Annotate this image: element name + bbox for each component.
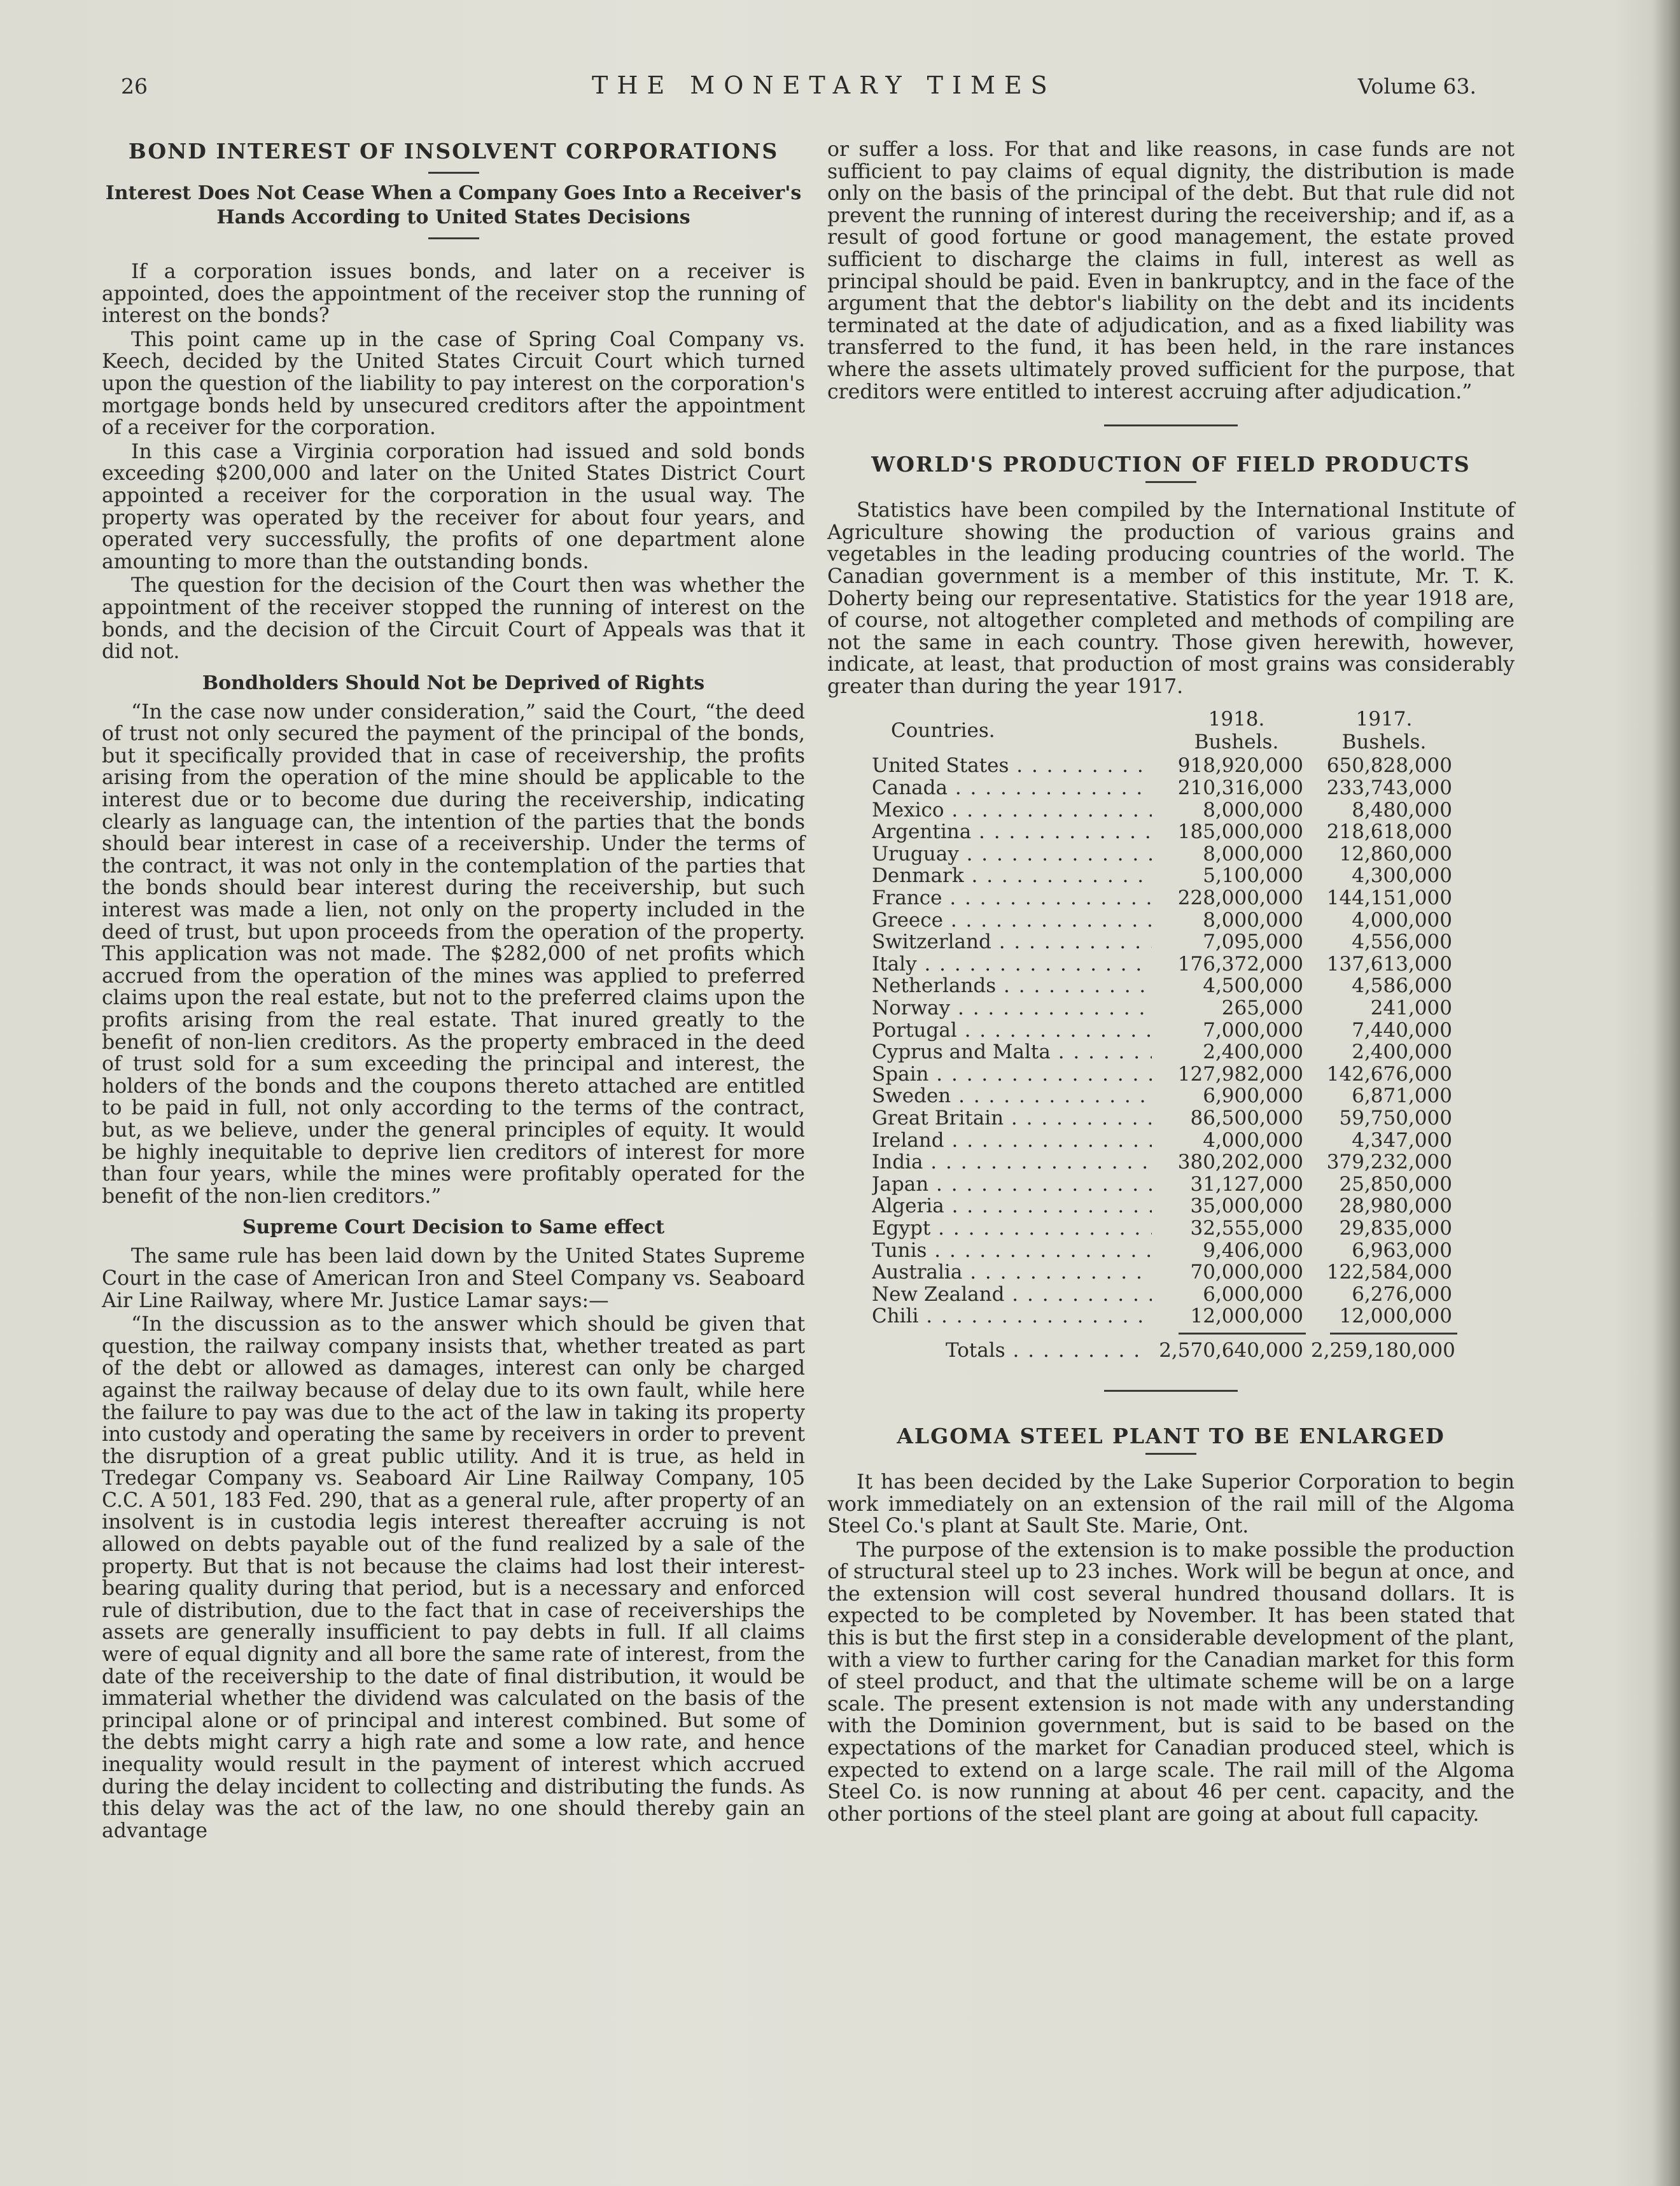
paragraph: This point came up in the case of Spring Coal Company vs. Keech, decided by the United States Circuit Court which turned upon the question of the liability to pay interest on the corporation's mortgage bonds held by unsecured creditors after the appointment of a receiver for the corporation. [102, 328, 805, 440]
running-header [121, 69, 1476, 107]
cell-1918: 86,500,000 [1190, 1106, 1303, 1130]
cell-country: Cyprus and Malta . . . [872, 1041, 1152, 1063]
table-row [827, 755, 1515, 777]
table-row [827, 799, 1515, 822]
divider [1104, 1390, 1238, 1392]
page-number: 26 [121, 74, 148, 99]
paragraph: The same rule has been laid down by the United States Supreme Court in the case of American Iron and Steel Company vs. Seaboard Air Line Railway, where Mr. Justice Lamar says:— [102, 1245, 805, 1312]
cell-1917: 4,300,000 [1352, 864, 1452, 888]
table-row [827, 1130, 1515, 1152]
cell-country: India . . . [872, 1151, 1152, 1174]
totals-label: Totals . . . [946, 1336, 1149, 1364]
publication-title: THE MONETARY TIMES [592, 71, 1056, 99]
cell-1918: 8,000,000 [1203, 842, 1303, 865]
cell-1917: 28,980,000 [1339, 1195, 1452, 1218]
cell-country: United States . . . [872, 755, 1152, 777]
cell-1918: 2,570,640,000 [1159, 1338, 1303, 1362]
cell-1917: 142,676,000 [1326, 1062, 1452, 1086]
cell-1917: 2,400,000 [1352, 1040, 1452, 1064]
paragraph: “In the discussion as to the answer which should be given that question, the railway company insists that, whether treated as part of the debt or allowed as damages, interest can only be charged against the railway because of delay due to its own fault, while here the failure to pay was due to the act of the law in taking its property into custody and operating the same by receivers in order to prevent the disruption of a great public utility. And it is true, as held in Tredegar Company vs. Seaboard Air Line Railway Company, 105 C.C. A 501, 183 Fed. 290, that as a general rule, after property of an insolvent is in custodia legis interest thereafter accruing is not allowed on debts payable out of the fund realized by a sale of the property. But that is not because the claims had lost their interest-bearing quality during that period, but is a necessary and enforced rule of distribution, due to the fact that in case of receiverships the assets are generally insufficient to pay debts in full. If all claims were of equal dignity and all bore the same rate of interest, from the date of the receivership to the date of final distribution, it would be immaterial whether the dividend was calculated on the basis of the principal alone or of principal and interest combined. But some of the debts might carry a high rate and some a low rate, and hence inequality would result in the payment of interest which accrued during the delay incident to collecting and distributing the funds. As this delay was the act of the law, no one should thereby gain an advantage [102, 1313, 805, 1842]
cell-1917: 25,850,000 [1339, 1172, 1452, 1196]
cell-1918: 6,000,000 [1203, 1282, 1303, 1306]
cell-1917: 218,618,000 [1326, 820, 1452, 844]
table-row [827, 1284, 1515, 1306]
cell-1917: 12,000,000 [1339, 1305, 1452, 1328]
table-header [827, 706, 1515, 755]
cell-1918: 6,900,000 [1203, 1084, 1303, 1108]
table-row [827, 931, 1515, 953]
cell-country: Norway . . . [872, 997, 1152, 1019]
table-body [827, 755, 1515, 1327]
table-row-totals [827, 1336, 1515, 1364]
column-header-1918 [1182, 708, 1291, 753]
cell-country: France . . . [872, 887, 1152, 909]
paragraph: In this case a Virginia corporation had issued and sold bonds exceeding $200,000 and later on the United States District Court appointed a receiver for the corporation in the usual way. The property was operated by the receiver for about four years, and operated very successfully, the profits of one department alone amounting to more than the outstanding bonds. [102, 440, 805, 573]
paragraph: If a corporation issues bonds, and later on a receiver is appointed, does the appointment of the receiver stop the running of interest on the bonds? [102, 260, 805, 328]
cell-1917: 122,584,000 [1326, 1261, 1452, 1284]
cell-country: Japan . . . [872, 1174, 1152, 1196]
table-row [827, 1174, 1515, 1196]
table-total-rules [827, 1328, 1515, 1336]
table-row [827, 821, 1515, 843]
cell-1917: 2,259,180,000 [1311, 1338, 1455, 1362]
paragraph: “In the case now under consideration,” said the Court, “the deed of trust not only secured the payment of the principal of the bonds, but it specifically provided that in case of receivership, the profits arising from the operation of the mine should be applicable to the interest due or to become due during the receivership, indicating clearly as language can, the intention of the parties that the bonds should bear interest in case of a receivership. Under the terms of the contract, it was not only in the contemplation of the parties that the bonds should bear interest during the receivership, but such interest was made a lien, not only on the property included in the deed of trust, but upon proceeds from the operation of the property. This application was not made. The $282,000 of net profits which accrued from the operation of the mines was applied to preferred claims upon the real estate, but not to the preferred claims upon the profits arising from the real estate. That inured greatly to the benefit of non-lien creditors. As the property embraced in the deed of trust sold for a sum exceeding the principal and interest, the holders of the bonds and the coupons thereto attached are entitled to be paid in full, not only according to the terms of the contract, but, as we believe, under the general principles of equity. It would be highly inequitable to deprive lien creditors of interest for more than four years, while the mines were profitably operated for the benefit of the non-lien creditors.” [102, 700, 805, 1208]
table-row [827, 1085, 1515, 1107]
table-row [827, 953, 1515, 976]
divider [1145, 1453, 1196, 1455]
cell-country: Spain . . . [872, 1063, 1152, 1086]
right-column [827, 139, 1515, 1827]
cell-country: Italy . . . [872, 953, 1152, 976]
cell-1918: 127,982,000 [1177, 1062, 1303, 1086]
cell-country: Algeria . . . [872, 1195, 1152, 1217]
column-unit: Bushels. [1194, 731, 1279, 754]
cell-1918: 12,000,000 [1190, 1305, 1303, 1328]
cell-country: Australia . . . [872, 1261, 1152, 1284]
cell-country: Tunis . . . [872, 1240, 1152, 1262]
cell-1917: 59,750,000 [1339, 1106, 1452, 1130]
cell-1918: 8,000,000 [1203, 798, 1303, 822]
table-row [827, 887, 1515, 909]
table-row [827, 1195, 1515, 1217]
cell-1918: 7,095,000 [1203, 930, 1303, 954]
cell-1917: 4,347,000 [1352, 1128, 1452, 1152]
divider [1330, 1333, 1457, 1335]
paragraph-continuation: or suffer a loss. For that and like reasons, in case funds are not sufficient to pay claims of equal dignity, the distribution is made only on the basis of the principal of the debt. But that rule did not prevent the running of interest during the receivership; and if, as a result of good fortune or good management, the estate proved sufficient to discharge the claims in full, interest as well as principal should be paid. Even in bankruptcy, and in the face of the argument that the debtor's liability on the debt and its incidents terminated at the date of adjudication, and as a fixed liability was transferred to the fund, it has been held, in the rare instances where the assets ultimately proved sufficient for the purpose, that creditors were entitled to interest accruing after adjudication.” [827, 138, 1515, 403]
table-row [827, 1217, 1515, 1240]
cell-1918: 918,920,000 [1177, 754, 1303, 778]
table-row [827, 777, 1515, 799]
cell-1917: 8,480,000 [1352, 798, 1452, 822]
table-row [827, 865, 1515, 887]
table-row [827, 1305, 1515, 1328]
cell-1918: 9,406,000 [1203, 1238, 1303, 1262]
cell-1917: 7,440,000 [1352, 1018, 1452, 1042]
article-subtitle-bond-interest: Interest Does Not Cease When a Company Goes Into a Receiver's Hands According to United States Decisions [105, 182, 802, 228]
cell-country: Argentina . . . [872, 821, 1152, 843]
paragraph: Statistics have been compiled by the International Institute of Agriculture showing the production of various grains and vegetables in the leading producing countries of the world. The Canadian government is a member of this institute, Mr. T. K. Doherty being our representative. Statistics for the year 1918 are, of course, not altogether completed and methods of compiling are not the same in each country. Those given herewith, however, indicate, at least, that production of most grains was considerably greater than during the year 1917. [827, 499, 1515, 698]
cell-1918: 2,400,000 [1203, 1040, 1303, 1064]
cell-1917: 233,743,000 [1326, 776, 1452, 800]
table-row [827, 1041, 1515, 1063]
column-year: 1918. [1208, 708, 1265, 731]
cell-1918: 70,000,000 [1190, 1261, 1303, 1284]
paragraph: It has been decided by the Lake Superior Corporation to begin work immediately on an extension of the rail mill of the Algoma Steel Co.'s plant at Sault Ste. Marie, Ont. [827, 1470, 1515, 1538]
article-title-bond-interest: BOND INTEREST OF INSOLVENT CORPORATIONS [128, 139, 779, 164]
side-head-supreme-court: Supreme Court Decision to Same effect [242, 1216, 665, 1239]
cell-country: Ireland . . . [872, 1130, 1152, 1152]
divider [428, 237, 479, 239]
cell-country: Egypt . . . [872, 1217, 1152, 1240]
table-row [827, 1240, 1515, 1262]
column-year: 1917. [1355, 708, 1413, 731]
table-row [827, 843, 1515, 865]
table-row [827, 1261, 1515, 1284]
divider [1179, 1333, 1306, 1335]
divider [1104, 424, 1238, 426]
table-row [827, 1107, 1515, 1130]
article-title-algoma: ALGOMA STEEL PLANT TO BE ENLARGED [897, 1423, 1445, 1448]
production-table [827, 706, 1515, 1364]
cell-1917: 379,232,000 [1326, 1151, 1452, 1174]
cell-1918: 176,372,000 [1177, 952, 1303, 976]
cell-1917: 241,000 [1370, 997, 1452, 1019]
cell-country: Great Britain . . . [872, 1107, 1152, 1130]
cell-1917: 650,828,000 [1326, 754, 1452, 778]
cell-1918: 7,000,000 [1203, 1018, 1303, 1042]
article-title-world-production: WORLD'S PRODUCTION OF FIELD PRODUCTS [871, 452, 1471, 477]
volume-label: Volume 63. [1357, 74, 1476, 99]
table-row [827, 909, 1515, 932]
table-row [827, 997, 1515, 1019]
cell-country: Chili . . . [872, 1305, 1152, 1328]
binding-shadow [1652, 0, 1680, 2186]
cell-country: Sweden . . . [872, 1085, 1152, 1107]
paragraph: The question for the decision of the Court then was whether the appointment of the receiver stopped the running of interest on the bonds, and the decision of the Circuit Court of Appeals was that it did not. [102, 574, 805, 664]
cell-1917: 6,963,000 [1352, 1238, 1452, 1262]
cell-country: Portugal . . . [872, 1019, 1152, 1042]
cell-1917: 6,871,000 [1352, 1084, 1452, 1108]
cell-country: New Zealand . . . [872, 1284, 1152, 1306]
cell-country: Switzerland . . . [872, 931, 1152, 953]
column-unit: Bushels. [1341, 731, 1427, 754]
cell-country: Uruguay . . . [872, 843, 1152, 865]
cell-1918: 31,127,000 [1190, 1172, 1303, 1196]
table-row [827, 975, 1515, 997]
table-row [827, 1063, 1515, 1086]
cell-country: Canada . . . [872, 777, 1152, 799]
cell-1917: 12,860,000 [1339, 842, 1452, 865]
cell-1918: 228,000,000 [1177, 886, 1303, 910]
cell-1918: 4,500,000 [1203, 974, 1303, 998]
cell-1918: 380,202,000 [1177, 1151, 1303, 1174]
divider [1145, 481, 1196, 483]
cell-1918: 4,000,000 [1203, 1128, 1303, 1152]
cell-1917: 6,276,000 [1352, 1282, 1452, 1306]
cell-1917: 29,835,000 [1339, 1216, 1452, 1240]
cell-1918: 185,000,000 [1177, 820, 1303, 844]
cell-1918: 8,000,000 [1203, 908, 1303, 932]
cell-country: Greece . . . [872, 909, 1152, 932]
table-row [827, 1019, 1515, 1042]
cell-1918: 35,000,000 [1190, 1195, 1303, 1218]
side-head-bondholders: Bondholders Should Not be Deprived of Rights [202, 671, 705, 694]
divider [428, 172, 479, 174]
cell-1917: 137,613,000 [1326, 952, 1452, 976]
cell-1918: 5,100,000 [1203, 864, 1303, 888]
cell-1917: 4,556,000 [1352, 930, 1452, 954]
cell-1918: 32,555,000 [1190, 1216, 1303, 1240]
column-header-countries: Countries. [891, 719, 995, 743]
column-header-1917 [1330, 708, 1438, 753]
cell-1917: 4,586,000 [1352, 974, 1452, 998]
cell-1917: 4,000,000 [1352, 908, 1452, 932]
cell-country: Denmark . . . [872, 865, 1152, 887]
cell-country: Mexico . . . [872, 799, 1152, 822]
cell-country: Netherlands . . . [872, 975, 1152, 997]
cell-1918: 265,000 [1221, 997, 1303, 1019]
left-column [102, 139, 805, 1844]
cell-1917: 144,151,000 [1326, 886, 1452, 910]
paragraph: The purpose of the extension is to make possible the production of structural steel up to 23 inches. Work will be begun at once, and the extension will cost several hundred thousand dollars. It is expected to be completed by November. It has been stated that this is but the first step in a considerable development of the plant, with a view to further caring for the Canadian market for this form of steel product, and that the ultimate scheme will be on a large scale. The present extension is not made with any understanding with the Dominion government, but is said to be based on the expectations of the market for Canadian produced steel, which is expected to extend on a large scale. The rail mill of the Algoma Steel Co. is now running at about 46 per cent. capacity, and the other portions of the steel plant are going at about full capacity. [827, 1538, 1515, 1826]
table-row [827, 1151, 1515, 1174]
cell-1918: 210,316,000 [1177, 776, 1303, 800]
